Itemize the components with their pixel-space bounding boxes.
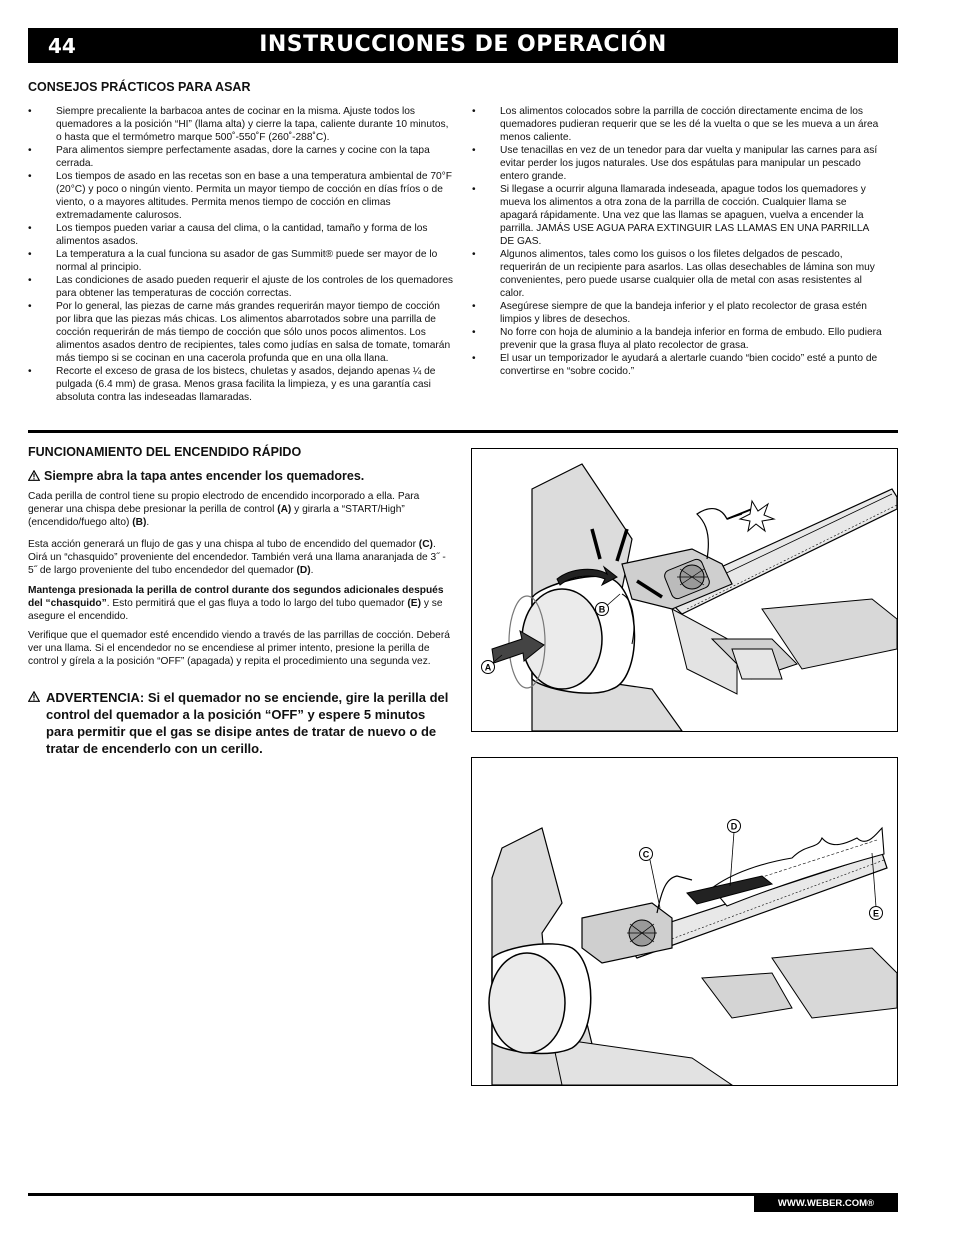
tip-item: • Los tiempos de asado en las recetas son en base a una temperatura ambiental de 70°F (20°C) y poco o ningún viento. Permita un mayor tiempo de cocción en días fríos o de viento, o a mayores altitudes. Permita menos tiempo de cocción en climas extremadamente calurosos. <box>28 170 453 222</box>
footer-url: WWW.WEBER.COM® <box>754 1196 898 1212</box>
callout-a-label: A <box>484 662 492 673</box>
p1-text-a: Cada perilla de control tiene su propio electrodo de encendido incorporado a ella. Para generar una chispa debe presionar la perilla de control <box>28 491 420 515</box>
warning-block <box>28 689 453 757</box>
p3-text-a: . Esto permitirá que el gas fluya a todo lo largo del tubo quemador <box>106 598 408 609</box>
header-bar <box>28 28 898 63</box>
page-number: 44 <box>48 34 76 58</box>
tips-heading: CONSEJOS PRÁCTICOS PARA ASAR <box>28 80 251 94</box>
p2-text-a: Esta acción generará un flujo de gas y una chispa al tubo de encendido del quemador <box>28 539 419 550</box>
warning-triangle-icon <box>28 691 40 702</box>
tip-item: • Los tiempos pueden variar a causa del clima, o la cantidad, tamaño y forma de los alimentos asados. <box>28 222 453 248</box>
p1-text-b: y girarla a “START/High” (encendido/fuego alto) <box>28 504 405 528</box>
p3-bold: Mantenga presionada la perilla de control durante dos segundos adicionales después del “chasquido” <box>28 585 444 609</box>
tip-item: • Los alimentos colocados sobre la parrilla de cocción directamente encima de los quemadores pudieran requerir que se les dé la vuelta o que se les mueva a un área menos caliente. <box>472 105 882 144</box>
tip-item: • Siempre precaliente la barbacoa antes de cocinar en la misma. Ajuste todos los quemadores a la posición “HI” (llama alta) y cierre la tapa, caliente durante 10 minutos, o hasta que el termómetro marque 500˚-550˚F (260˚-288˚C). <box>28 105 453 144</box>
ref-a: (A) <box>277 504 292 515</box>
callout-e-label: E <box>872 908 880 919</box>
tip-item: • Recorte el exceso de grasa de los bistecs, chuletas y asados, dejando apenas ¼ de pulgada (6.4 mm) de grasa. Menos grasa facilita la limpieza, y es una garantía casi absoluta contra las indeseadas llamaradas. <box>28 365 453 404</box>
tip-item: • Asegúrese siempre de que la bandeja inferior y el plato recolector de grasa estén limpios y libres de desechos. <box>472 300 882 326</box>
ref-b: (B) <box>132 517 147 528</box>
p1-text-c: . <box>146 517 150 528</box>
ref-e: (E) <box>407 598 421 609</box>
ref-d: (D) <box>296 565 311 576</box>
tip-item: • Por lo general, las piezas de carne más grandes requerirán mayor tiempo de cocción por libra que las piezas más chicas. Los alimentos abarrotados sobre una parrilla de cocción requerirán de más tiempo de cocción que sólo unos pocos alimentos. Los alimentos asados dentro de recipientes, tales como judías en salsa de tomate, tomarán más tiempo si se cocinan en una cacerola profunda que en una olla llana. <box>28 300 453 365</box>
spark-icon <box>740 501 774 531</box>
caution-line <box>28 469 364 483</box>
ignition-paragraph-3 <box>28 584 452 623</box>
tip-item: • La temperatura a la cual funciona su asador de gas Summit® puede ser mayor de lo normal al principio. <box>28 248 453 274</box>
callout-d-label: D <box>730 821 738 832</box>
tip-item: • Si llegase a ocurrir alguna llamarada indeseada, apague todos los quemadores y mueva los alimentos a otra zona de la parrilla de cocción. Cualquier llama se apagará rápidamente. Una vez que las llamas se apaguen, vuelva a encender la parrilla. JAMÁS USE AGUA PARA EXTINGUIR LAS LLAMAS EN UNA PARRILLA DE GAS. <box>472 183 882 248</box>
tip-item: • Use tenacillas en vez de un tenedor para dar vuelta y manipular las carnes para así evitar perder los jugos naturales. Use dos espátulas para manipular un pescado entero grande. <box>472 144 882 183</box>
ref-c: (C) <box>418 539 433 550</box>
ignition-paragraph-2 <box>28 538 452 577</box>
callout-b-label: B <box>598 604 606 615</box>
p2-text-b: . Oirá un “chasquido” proveniente del encendedor. También verá una llama anaranjada de 3˝ - 5˝ de largo proveniente del tubo encendedor del quemador <box>28 539 446 576</box>
tip-item: • Las condiciones de asado pueden requerir el ajuste de los controles de los quemadores para obtener las temperaturas de cocción correctas. <box>28 274 453 300</box>
section-divider <box>28 430 898 433</box>
ignition-paragraph-1 <box>28 490 452 529</box>
tip-item: • Algunos alimentos, tales como los guisos o los filetes delgados de pescado, requerirán de un recipiente para asarlos. Las ollas desechables de lámina son muy convenientes, pero puede usarse cualquier olla de metal con asas resistentes al calor. <box>472 248 882 300</box>
figure-burner-flame <box>471 757 898 1086</box>
warning-text: ADVERTENCIA: Si el quemador no se enciende, gire la perilla del control del quemador a la posición “OFF” y espere 5 minutos para permitir que el gas se disipe antes de tratar de nuevo o de tratar de encenderlo con un cerillo. <box>46 690 449 756</box>
tip-item: • No forre con hoja de aluminio a la bandeja inferior en forma de embudo. Ello pudiera prevenir que la grasa fluya al plato recolector de grasa. <box>472 326 882 352</box>
p2-text-c: . <box>310 565 314 576</box>
warning-triangle-icon <box>28 470 40 481</box>
page-title: INSTRUCCIONES DE OPERACIÓN <box>259 32 667 57</box>
tip-item: • El usar un temporizador le ayudará a alertarle cuando “bien cocido” esté a punto de convertirse en “sobre cocido.” <box>472 352 882 378</box>
control-knob <box>489 953 565 1053</box>
figure-ignition-knob <box>471 448 898 732</box>
tips-list-left <box>28 105 453 404</box>
ignition-heading: FUNCIONAMIENTO DEL ENCENDIDO RÁPIDO <box>28 445 302 459</box>
ignition-paragraph-4: Verifique que el quemador esté encendido viendo a través de las parrillas de cocción. Deberá ver una llama. Si el encendedor no se encendiese al primer intento, presione la perilla de control y gírela a la posición “OFF” (apagada) y repita el procedimiento una segunda vez. <box>28 630 450 667</box>
tip-item: • Para alimentos siempre perfectamente asadas, dore la carnes y cocine con la tapa cerrada. <box>28 144 453 170</box>
p3-text-b: y se asegure el encendido. <box>28 598 443 622</box>
burner-illustration <box>472 758 897 1085</box>
callout-c-label: C <box>642 849 650 860</box>
tips-list-right <box>472 105 882 378</box>
knob-illustration <box>472 449 897 731</box>
caution-text: Siempre abra la tapa antes encender los quemadores. <box>44 469 365 483</box>
